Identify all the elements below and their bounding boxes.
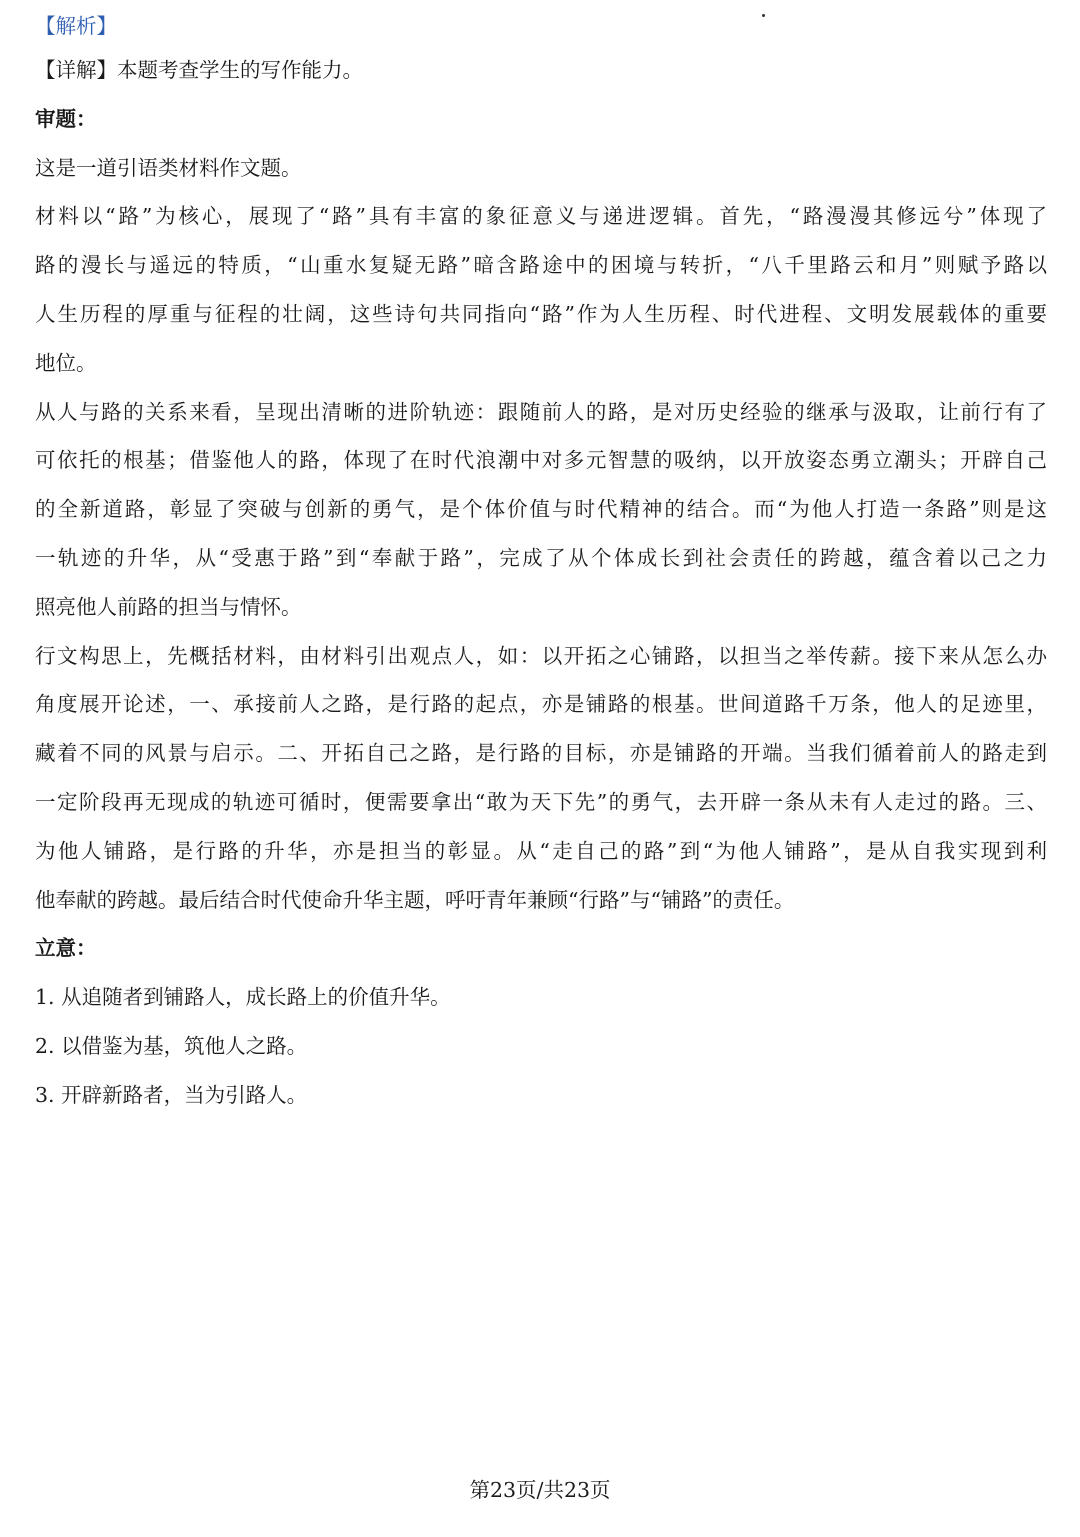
paragraph-line: 他奉献的跨越。最后结合时代使命升华主题，呼吁青年兼顾“行路”与“铺路”的责任。 <box>35 887 795 912</box>
paragraph-structure <box>35 632 1047 925</box>
paragraph-line: 一轨迹的升华，从“受惠于路”到“奉献于路”，完成了从个体成长到社会责任的跨越，蕴含着以己之力 <box>35 545 1047 570</box>
paragraph-line: 地位。 <box>35 350 97 375</box>
shenti-intro: 这是一道引语类材料作文题。 <box>35 155 302 180</box>
page-number: 第23页/共23页 <box>469 1478 611 1502</box>
paragraph-line: 路的漫长与遥远的特质，“山重水复疑无路”暗含路途中的困境与转折，“八千里路云和月”则赋予路以 <box>35 253 1047 278</box>
section-tag-jiexi: 【解析】 <box>35 14 117 38</box>
list-item: 1. 从追随者到铺路人，成长路上的价值升华。 <box>35 985 451 1010</box>
paragraph-line: 照亮他人前路的担当与情怀。 <box>35 594 302 619</box>
liyi-list <box>35 973 1047 1119</box>
paragraph-line: 一定阶段再无现成的轨迹可循时，便需要拿出“敢为天下先”的勇气，去开辟一条从未有人走过的路。三、 <box>35 789 1047 814</box>
paragraph-line: 为他人铺路，是行路的升华，亦是担当的彰显。从“走自己的路”到“为他人铺路”，是从自我实现到利 <box>35 838 1047 863</box>
paragraph-line: 从人与路的关系来看，呈现出清晰的进阶轨迹：跟随前人的路，是对历史经验的继承与汲取，让前行有了 <box>35 399 1047 424</box>
paragraph-relation <box>35 388 1047 632</box>
shenti-heading: 审题： <box>35 106 97 131</box>
paragraph-line: 行文构思上，先概括材料，由材料引出观点人，如：以开拓之心铺路，以担当之举传薪。接下来从怎么办 <box>35 643 1047 668</box>
list-item: 3. 开辟新路者，当为引路人。 <box>35 1082 308 1107</box>
paragraph-line: 藏着不同的风景与启示。二、开拓自己之路，是行路的目标，亦是铺路的开端。当我们循着前人的路走到 <box>35 741 1047 766</box>
paragraph-line: 的全新道路，彰显了突破与创新的勇气，是个体价值与时代精神的结合。而“为他人打造一条路”则是这 <box>35 497 1047 522</box>
paragraph-line: 材料以“路”为核心，展现了“路”具有丰富的象征意义与递进逻辑。首先，“路漫漫其修远兮”体现了 <box>35 204 1047 229</box>
paragraph-line: 角度展开论述，一、承接前人之路，是行路的起点，亦是铺路的根基。世间道路千万条，他人的足迹里， <box>35 692 1047 717</box>
paragraph-material <box>35 192 1047 387</box>
paragraph-line: 可依托的根基；借鉴他人的路，体现了在时代浪潮中对多元智慧的吸纳，以开放姿态勇立潮头；开辟自己 <box>35 448 1047 473</box>
list-item: 2. 以借鉴为基，筑他人之路。 <box>35 1033 308 1058</box>
paragraph-line: 人生历程的厚重与征程的壮阔，这些诗句共同指向“路”作为人生历程、时代进程、文明发展载体的重要 <box>35 301 1047 326</box>
liyi-heading: 立意： <box>35 936 97 961</box>
answer-content <box>35 6 1047 1120</box>
detail-line: 【详解】本题考查学生的写作能力。 <box>35 58 363 82</box>
